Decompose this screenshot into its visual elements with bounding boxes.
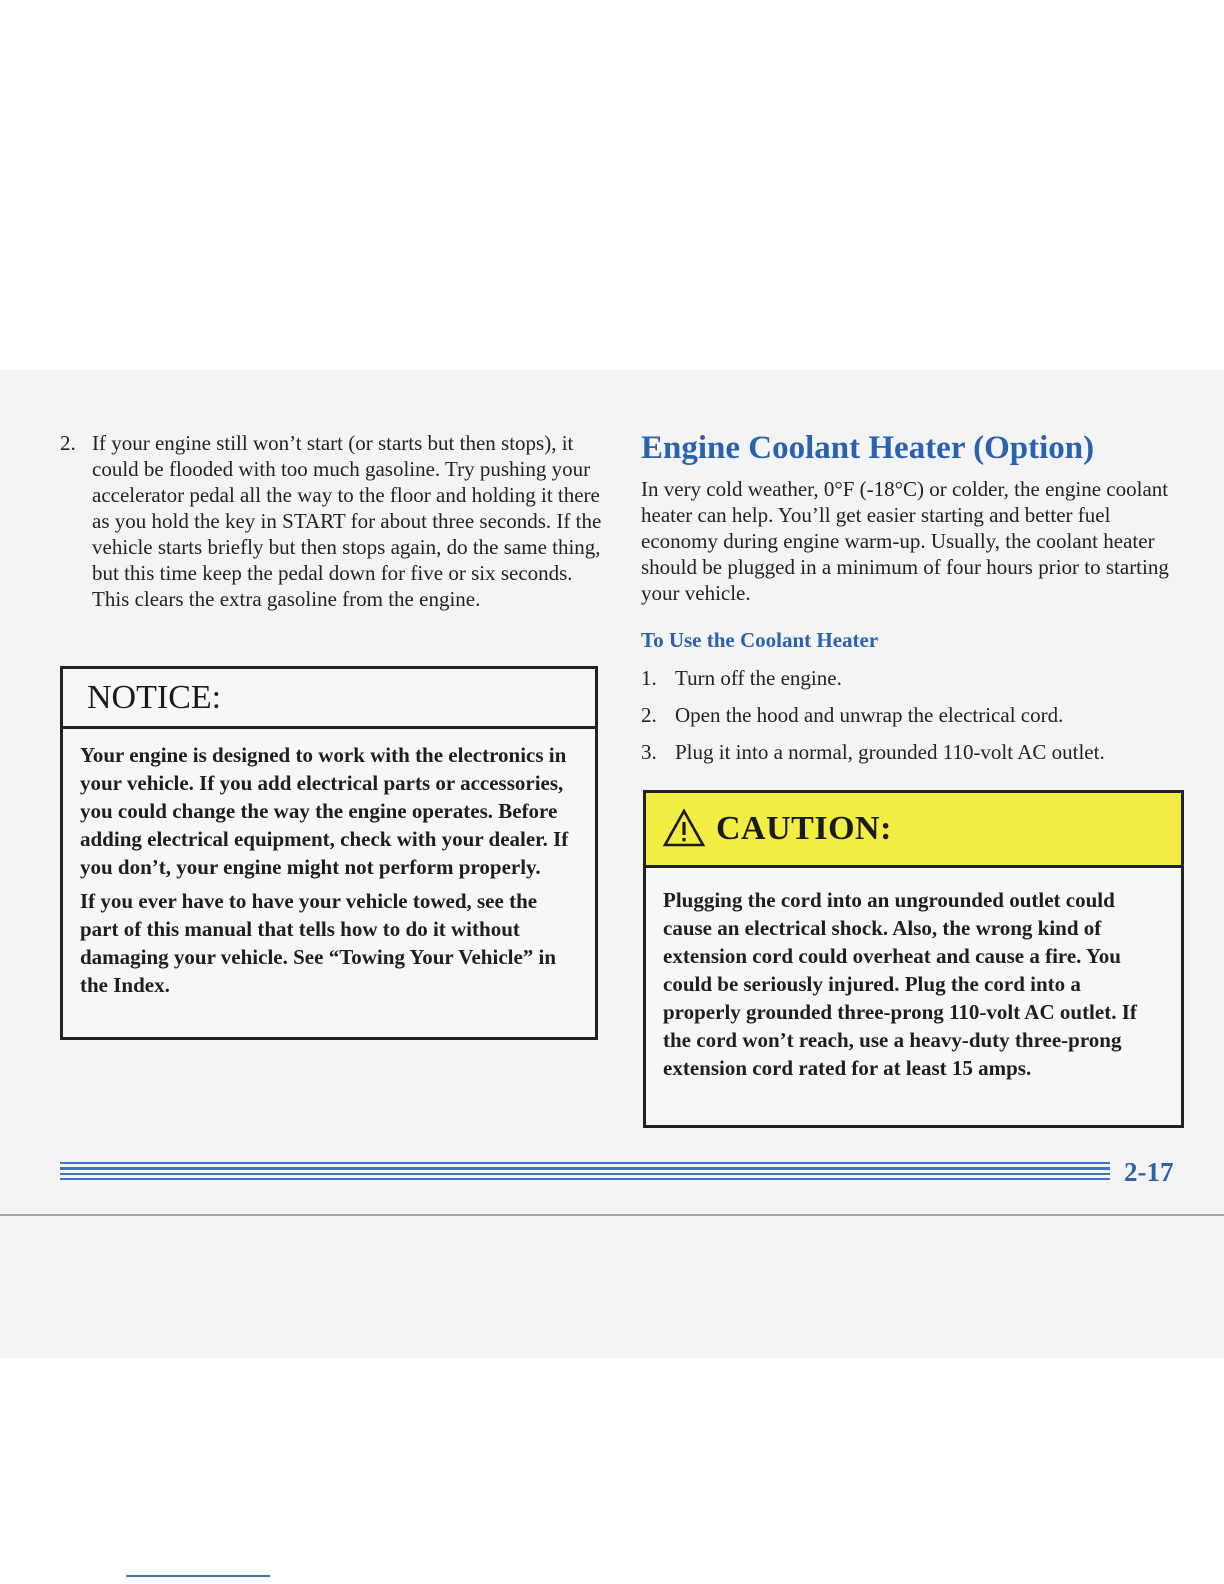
caution-header — [646, 793, 1181, 868]
page-bottom-rule — [0, 1214, 1224, 1216]
intro-paragraph: In very cold weather, 0°F (-18°C) or colder, the engine coolant heater can help. You’ll get easier starting and better fuel economy during engine warm-up. Usually, the coolant heater should be plugged in a minimum of four hours prior to starting your vehicle. — [641, 477, 1169, 605]
list-item-text: Turn off the engine. — [675, 666, 842, 690]
list-item — [641, 739, 1181, 776]
step-text: If your engine still won’t start (or starts but then stops), it could be flooded with too much gasoline. Try pushing your accelerator pedal all the way to the floor and holding it there as you hold the key in START for about three seconds. If the vehicle starts briefly but then stops again, do the same thing, but this time keep the pedal down for five or six seconds. This clears the extra gasoline from the engine. — [92, 431, 602, 611]
notice-heading: NOTICE: — [63, 669, 595, 729]
footer-rule-line — [60, 1167, 1110, 1170]
section-title: Engine Coolant Heater (Option) — [641, 430, 1095, 466]
caution-text: Plugging the cord into an ungrounded outlet could cause an electrical shock. Also, the wrong kind of extension cord could overheat and cause a fire. You could be seriously injured. Plug the cord into a properly grounded three-prong 110-volt AC outlet. If the cord won’t reach, use a heavy-duty three-prong extension cord rated for at least 15 amps. — [663, 888, 1137, 1080]
page-number: 2-17 — [1124, 1157, 1174, 1187]
list-item-number: 2. — [641, 703, 657, 727]
caution-heading: CAUTION: — [716, 810, 892, 847]
warning-triangle-icon — [662, 808, 706, 848]
notice-paragraph: Your engine is designed to work with the electronics in your vehicle. If you add electrical parts or accessories, you could change the way the engine operates. Before adding electrical equipment, check with your dealer. If you don’t, your engine might not perform properly. — [80, 743, 569, 879]
subheading: To Use the Coolant Heater — [641, 628, 879, 652]
list-item-text: Plug it into a normal, grounded 110-volt AC outlet. — [675, 740, 1105, 764]
list-item — [641, 665, 1181, 702]
footer-rule-line — [60, 1162, 1110, 1164]
list-item-number: 3. — [641, 740, 657, 764]
caution-body — [646, 868, 1181, 1082]
footer-rule-line — [60, 1178, 1110, 1180]
caution-box — [643, 790, 1184, 1128]
bottom-accent-rule — [126, 1575, 270, 1577]
list-item-text: Open the hood and unwrap the electrical cord. — [675, 703, 1064, 727]
footer-rule — [60, 1162, 1110, 1180]
notice-box — [60, 666, 598, 1040]
step-list-item — [60, 430, 610, 612]
steps-list — [641, 665, 1181, 776]
list-item — [641, 702, 1181, 739]
footer-rule-line — [60, 1173, 1110, 1175]
step-number: 2. — [60, 431, 76, 455]
notice-body — [63, 729, 595, 999]
notice-paragraph: If you ever have to have your vehicle towed, see the part of this manual that tells how to do it without damaging your vehicle. See “Towing Your Vehicle” in the Index. — [80, 889, 557, 997]
list-item-number: 1. — [641, 666, 657, 690]
